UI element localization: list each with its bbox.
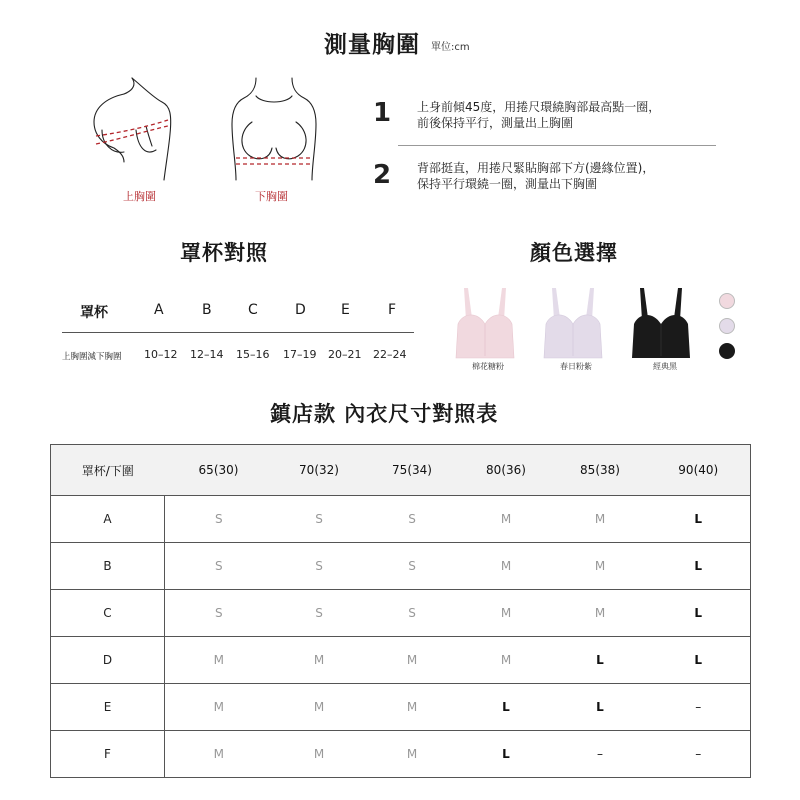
step-1-line-2: 前後保持平行，測量出上胸圍	[417, 116, 574, 130]
table-row	[51, 543, 751, 590]
color-swatch-pink[interactable]	[719, 293, 735, 309]
table-corner-header: 罩杯/下圍	[51, 445, 165, 496]
size-cell: –	[554, 731, 647, 778]
size-cell: M	[459, 496, 554, 543]
column-header: 70(32)	[273, 445, 366, 496]
row-cup-label: A	[51, 496, 165, 543]
cup-chart-values	[60, 348, 420, 362]
row-cup-label: D	[51, 637, 165, 684]
size-table-title: 鎮店款 內衣尺寸對照表	[270, 402, 499, 426]
size-cell: L	[647, 637, 751, 684]
step-1-line-1: 上身前傾45度，用捲尺環繞胸部最高點一圈，	[417, 100, 661, 114]
cup-range: 22–24	[373, 348, 407, 361]
color-swatch-black[interactable]	[719, 343, 735, 359]
cup-letter: E	[341, 302, 350, 318]
cup-letter: D	[295, 302, 306, 318]
color-section-title: 顏色選擇	[530, 241, 618, 265]
size-cell: M	[554, 496, 647, 543]
color-name: 經典黑	[653, 362, 677, 371]
column-header: 90(40)	[647, 445, 751, 496]
size-table	[50, 444, 751, 778]
size-cell: M	[554, 543, 647, 590]
size-cell: L	[647, 496, 751, 543]
color-swatch-lilac[interactable]	[719, 318, 735, 334]
size-cell: M	[273, 731, 366, 778]
size-cell: M	[366, 731, 459, 778]
size-cell: M	[459, 543, 554, 590]
size-cell: –	[647, 684, 751, 731]
size-cell: M	[165, 684, 273, 731]
size-cell: M	[554, 590, 647, 637]
size-table-body	[51, 496, 751, 778]
cup-range: 17–19	[283, 348, 317, 361]
bra-image-black[interactable]	[628, 284, 694, 372]
row-cup-label: F	[51, 731, 165, 778]
step-divider	[398, 145, 716, 146]
column-header: 80(36)	[459, 445, 554, 496]
size-cell: S	[366, 496, 459, 543]
table-row	[51, 731, 751, 778]
color-name: 春日粉紫	[560, 362, 592, 371]
size-cell: M	[366, 684, 459, 731]
lower-bust-figure	[222, 74, 326, 184]
color-name: 棉花糖粉	[472, 362, 504, 371]
step-2-line-2: 保持平行環繞一圈，測量出下胸圍	[417, 177, 598, 191]
cup-chart-header	[66, 302, 418, 324]
cup-range: 20–21	[328, 348, 362, 361]
lower-bust-label: 下胸圍	[255, 190, 288, 203]
column-header: 65(30)	[165, 445, 273, 496]
step-2-number: 2	[373, 160, 392, 190]
table-row	[51, 684, 751, 731]
size-cell: S	[366, 543, 459, 590]
cup-letter: A	[154, 302, 164, 318]
size-cell: M	[459, 637, 554, 684]
size-cell: S	[366, 590, 459, 637]
size-cell: L	[459, 731, 554, 778]
size-cell: M	[273, 637, 366, 684]
size-cell: M	[165, 637, 273, 684]
size-cell: S	[165, 543, 273, 590]
row-cup-label: B	[51, 543, 165, 590]
column-header: 75(34)	[366, 445, 459, 496]
cup-letter: B	[202, 302, 212, 318]
size-cell: L	[459, 684, 554, 731]
size-cell: –	[647, 731, 751, 778]
table-row	[51, 590, 751, 637]
step-2-text	[417, 160, 747, 192]
cup-range: 15–16	[236, 348, 270, 361]
size-cell: M	[459, 590, 554, 637]
size-cell: S	[273, 543, 366, 590]
bra-image-pink[interactable]	[452, 284, 518, 372]
size-cell: S	[273, 496, 366, 543]
step-1-number: 1	[373, 98, 392, 128]
size-cell: L	[647, 590, 751, 637]
cup-letter: F	[388, 302, 397, 318]
cup-chart-divider	[62, 332, 414, 333]
size-cell: L	[647, 543, 751, 590]
cup-range: 12–14	[190, 348, 224, 361]
step-2-line-1: 背部挺直，用捲尺緊貼胸部下方(邊緣位置)，	[417, 161, 655, 175]
size-cell: S	[165, 496, 273, 543]
cup-letter: C	[248, 302, 258, 318]
upper-bust-label: 上胸圍	[123, 190, 156, 203]
table-header-row	[51, 445, 751, 496]
table-row	[51, 496, 751, 543]
column-header: 85(38)	[554, 445, 647, 496]
page-title: 測量胸圍	[324, 32, 420, 58]
row-cup-label: C	[51, 590, 165, 637]
size-cell: S	[273, 590, 366, 637]
size-cell: M	[273, 684, 366, 731]
size-cell: M	[165, 731, 273, 778]
cup-range: 10–12	[144, 348, 178, 361]
cup-chart-title: 罩杯對照	[180, 241, 268, 265]
step-1-text	[417, 99, 747, 131]
size-cell: M	[366, 637, 459, 684]
table-row	[51, 637, 751, 684]
bra-image-lilac[interactable]	[540, 284, 606, 372]
size-cell: L	[554, 684, 647, 731]
size-cell: L	[554, 637, 647, 684]
upper-bust-figure	[84, 74, 184, 184]
size-cell: S	[165, 590, 273, 637]
unit-label: 單位:cm	[431, 42, 470, 53]
cup-row-label: 上胸圍減下胸圍	[62, 352, 122, 362]
row-cup-label: E	[51, 684, 165, 731]
cup-header-label: 罩杯	[80, 305, 108, 321]
